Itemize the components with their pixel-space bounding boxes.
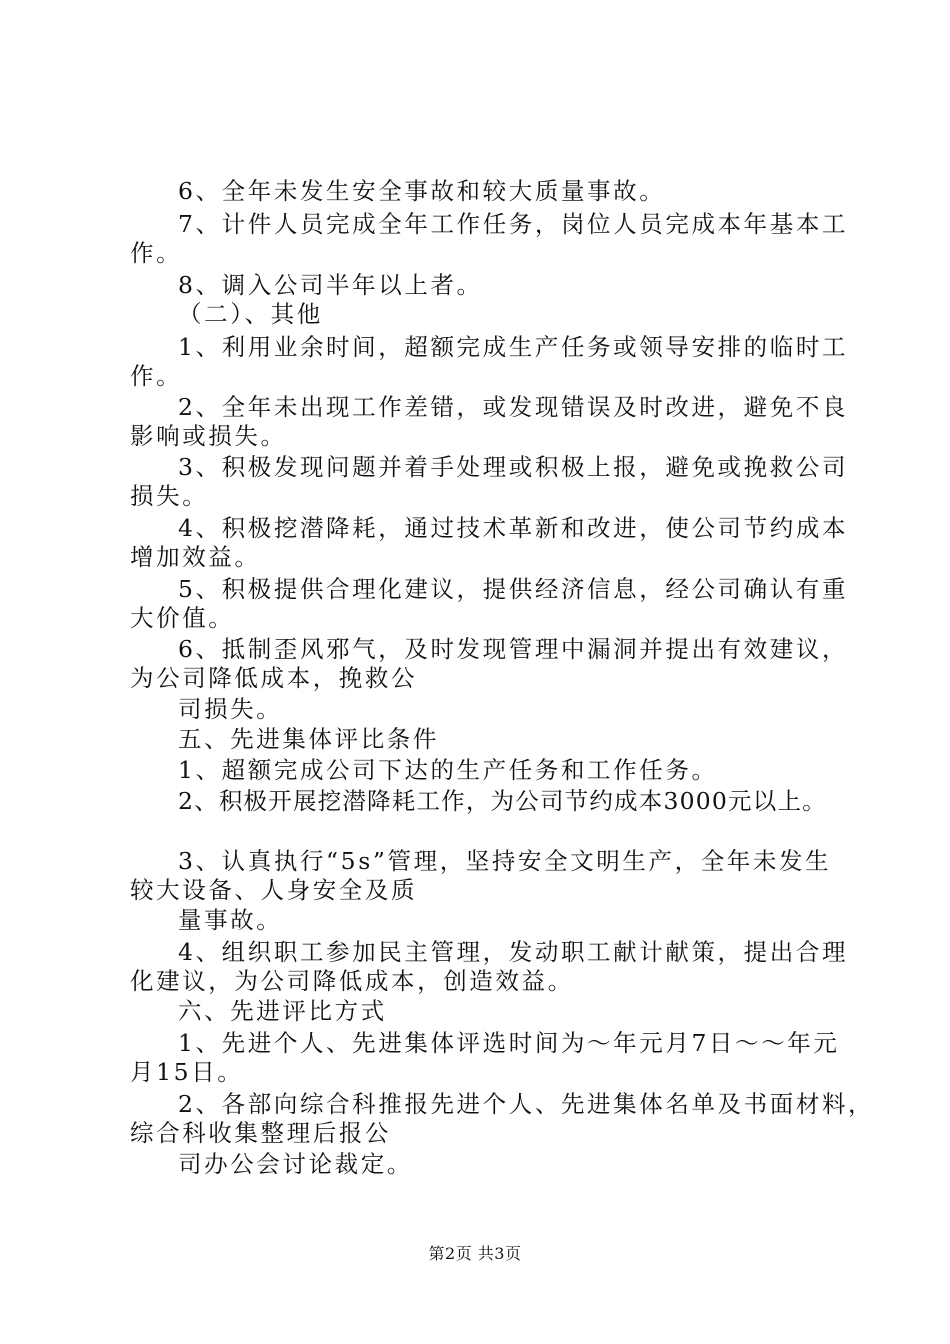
text-line: 3、认真执行“5s”管理，坚持安全文明生产，全年未发生 [178,847,832,875]
text-line: 2、各部向综合科推报先进个人、先进集体名单及书面材料， [178,1090,875,1118]
text-line: 2、全年未出现工作差错，或发现错误及时改进，避免不良 [178,393,849,421]
text-line: 增加效益。 [130,543,261,571]
text-line: 6、全年未发生安全事故和较大质量事故。 [178,177,666,205]
section-heading: 五、先进集体评比条件 [178,725,439,753]
text-line: 1、利用业余时间，超额完成生产任务或领导安排的临时工 [178,333,849,361]
text-line: 作。 [130,362,183,390]
text-line: 1、先进个人、先进集体评选时间为～年元月7日～～年元 [178,1029,840,1057]
text-line: 3、积极发现问题并着手处理或积极上报，避免或挽救公司 [178,453,849,481]
text-line: 2、积极开展挖潜降耗工作，为公司节约成本3000元以上。 [178,787,827,815]
text-line: 司办公会讨论裁定。 [178,1150,413,1178]
text-line: 5、积极提供合理化建议，提供经济信息，经公司确认有重 [178,575,849,603]
text-line: 7、计件人员完成全年工作任务，岗位人员完成本年基本工 [178,210,849,238]
text-line: 较大设备、人身安全及质 [130,876,418,904]
text-line: 4、积极挖潜降耗，通过技术革新和改进，使公司节约成本 [178,514,849,542]
text-line: 司损失。 [178,695,283,723]
text-line: 作。 [130,239,183,267]
text-line: 综合科收集整理后报公 [130,1119,391,1147]
text-line: 量事故。 [178,906,283,934]
text-line: 影响或损失。 [130,422,287,450]
text-line: 损失。 [130,482,209,510]
text-line: 为公司降低成本，挽救公 [130,664,418,692]
text-line: 1、超额完成公司下达的生产任务和工作任务。 [178,756,718,784]
text-line: 化建议，为公司降低成本，创造效益。 [130,967,574,995]
text-line: 4、组织职工参加民主管理，发动职工献计献策，提出合理 [178,938,849,966]
section-heading: （二）、其他 [178,300,323,328]
text-line: 8、调入公司半年以上者。 [178,271,483,299]
page-footer: 第2页 共3页 [428,1244,522,1263]
text-line: 月15日。 [130,1058,244,1086]
text-line: 大价值。 [130,604,235,632]
text-line: 6、抵制歪风邪气，及时发现管理中漏洞并提出有效建议， [178,635,849,663]
section-heading: 六、先进评比方式 [178,997,387,1025]
